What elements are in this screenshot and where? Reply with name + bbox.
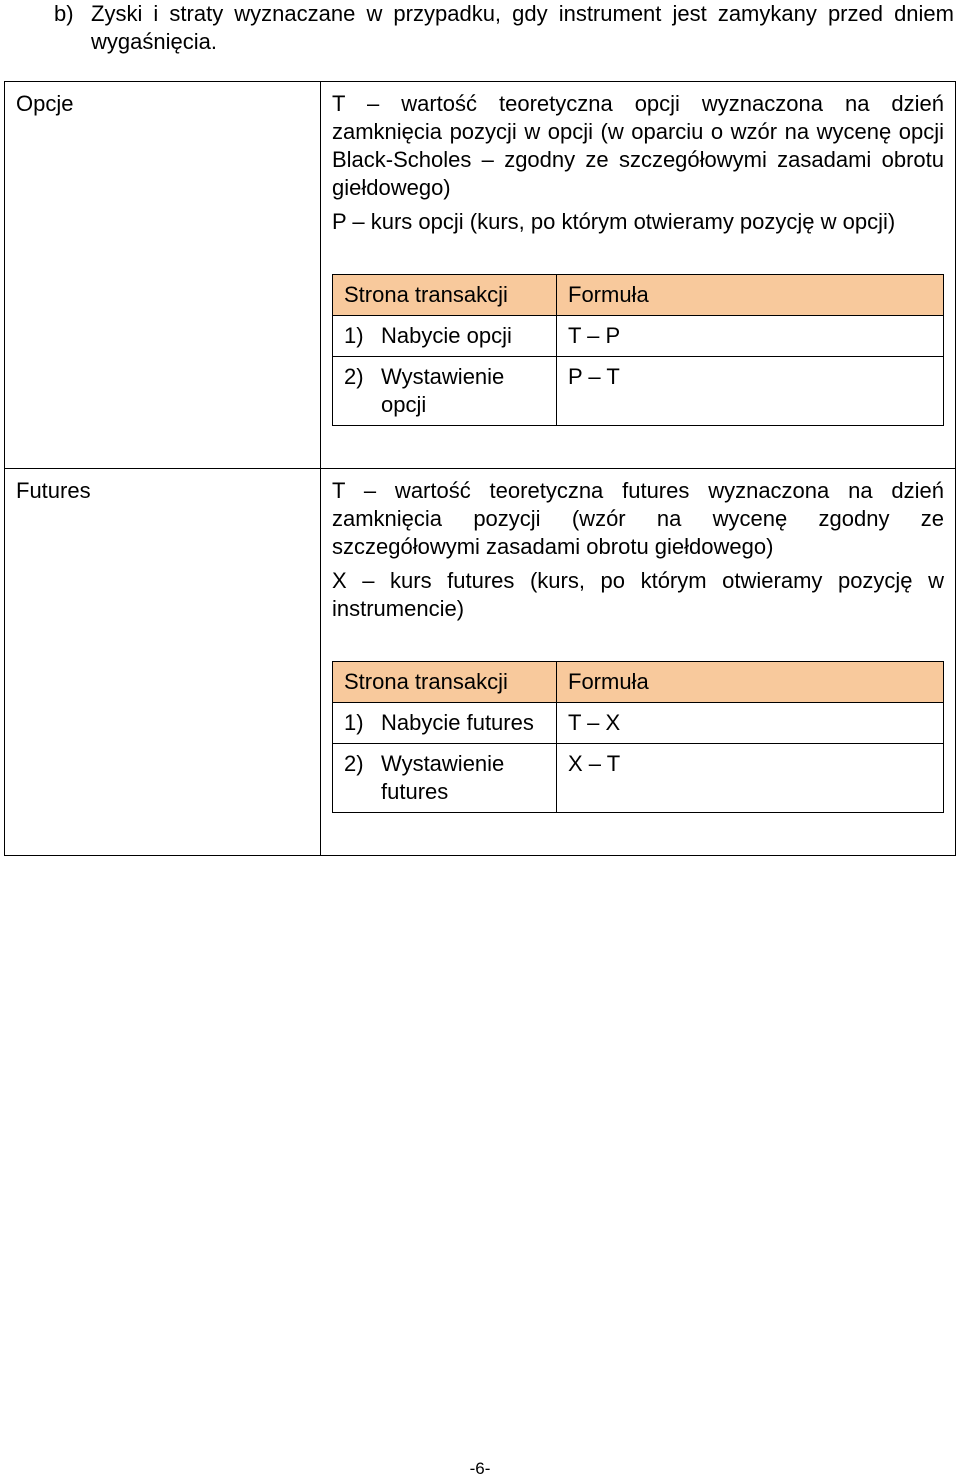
row-label-opcje: Opcje xyxy=(5,82,321,469)
item-number: 2) xyxy=(344,751,364,776)
header-strona-transakcji: Strona transakcji xyxy=(333,275,557,316)
formula-row xyxy=(333,316,944,357)
formula-cell: T – P xyxy=(557,316,944,357)
header-strona-transakcji: Strona transakcji xyxy=(333,662,557,703)
row-label-futures: Futures xyxy=(5,469,321,856)
definition-t: T – wartość teoretyczna opcji wyznaczona na dzień zamknięcia pozycji w opcji (w oparciu o wzór na wycenę opcji Black-Scholes – zgodny ze szczegółowymi zasadami obrotu giełdowego) xyxy=(332,91,944,200)
formula-table-opcje xyxy=(332,274,944,426)
list-marker: b) xyxy=(54,1,74,26)
formula-cell: X – T xyxy=(557,744,944,813)
table-row-futures xyxy=(5,469,956,856)
transaction-side-cell xyxy=(333,357,557,426)
formula-cell: T – X xyxy=(557,703,944,744)
formula-table-header xyxy=(333,662,944,703)
row-content-opcje xyxy=(321,82,956,469)
item-number: 2) xyxy=(344,364,364,389)
heading-text: Zyski i straty wyznaczane w przypadku, gdy instrument jest zamykany przed dniem wygaśnięcia. xyxy=(91,1,954,54)
item-number: 1) xyxy=(344,710,364,735)
formula-table-header xyxy=(333,275,944,316)
transaction-side-cell xyxy=(333,703,557,744)
formula-row xyxy=(333,703,944,744)
definition-t: T – wartość teoretyczna futures wyznaczona na dzień zamknięcia pozycji (wzór na wycenę zgodny ze szczegółowymi zasadami obrotu giełdowego) xyxy=(332,478,944,559)
instruments-table xyxy=(4,81,956,856)
page-number: -6- xyxy=(469,1459,491,1478)
formula-cell: P – T xyxy=(557,357,944,426)
section-heading xyxy=(54,0,954,56)
formula-table-futures xyxy=(332,661,944,813)
table-row-opcje xyxy=(5,82,956,469)
transaction-side-cell xyxy=(333,316,557,357)
row-content-futures xyxy=(321,469,956,856)
transaction-side: Wystawienie futures xyxy=(381,751,505,804)
formula-row xyxy=(333,744,944,813)
formula-row xyxy=(333,357,944,426)
definition-p: P – kurs opcji (kurs, po którym otwieramy pozycję w opcji) xyxy=(332,209,896,234)
transaction-side-cell xyxy=(333,744,557,813)
definition-x: X – kurs futures (kurs, po którym otwieramy pozycję w instrumencie) xyxy=(332,568,944,621)
header-formula: Formuła xyxy=(557,662,944,703)
item-number: 1) xyxy=(344,323,364,348)
transaction-side: Nabycie futures xyxy=(381,710,534,735)
transaction-side: Nabycie opcji xyxy=(381,323,512,348)
header-formula: Formuła xyxy=(557,275,944,316)
transaction-side: Wystawienie opcji xyxy=(381,364,505,417)
